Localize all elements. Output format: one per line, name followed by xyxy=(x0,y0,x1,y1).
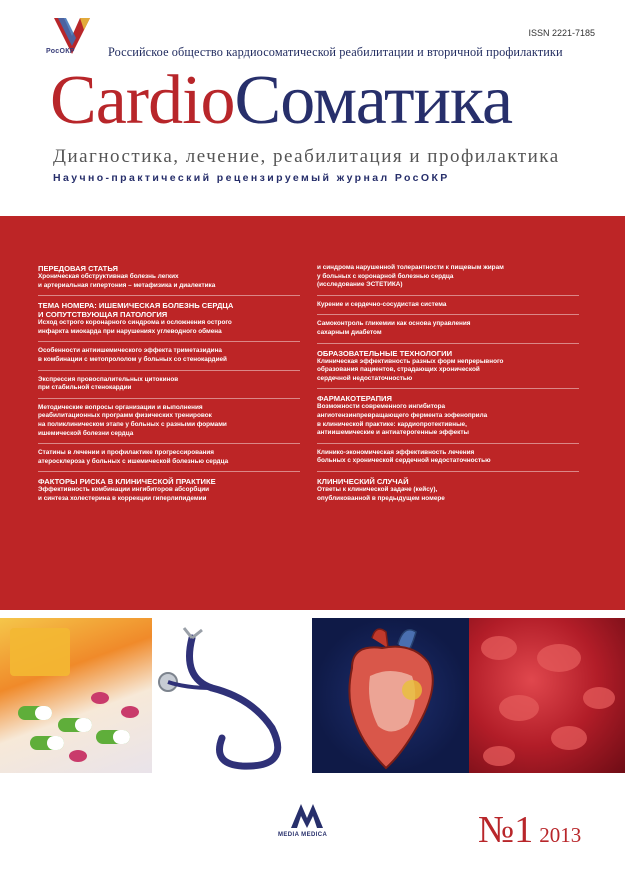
title-part-somatika: Соматика xyxy=(234,62,513,139)
publisher-name: MEDIA MEDICA xyxy=(278,832,328,838)
stethoscope-illustration xyxy=(152,618,310,773)
toc-article-title: Ответы к клинической задаче (кейсу), опубликованной в предыдущем номере xyxy=(317,485,445,502)
toc-article-title: Статины в лечении и профилактике прогрессирования атеросклероза у больных с ишемической болезнью сердца xyxy=(38,449,229,465)
toc-item xyxy=(38,301,300,342)
toc-article-title: Эффективность комбинации ингибиторов абсорбции и синтеза холестерина в коррекции гиперлипидемии xyxy=(38,486,210,502)
toc-item xyxy=(38,347,300,370)
media-medica-logo-icon xyxy=(287,800,327,830)
toc-article-title: Экспрессия провоспалительных цитокинов при стабильной стенокардии xyxy=(38,375,179,392)
stethoscope-photo xyxy=(152,618,310,773)
toc-item xyxy=(317,301,579,316)
toc-article-title: Методические вопросы организации и выполнения реабилитационных программ физических тренировок на поликлиническом этапе у больных с разными формами ишемической болезни сердца xyxy=(38,403,227,437)
toc-article-title: Исход острого коронарного синдрома и осложнения острого инфаркта миокарда при нарушениях углеводного обмена xyxy=(38,319,232,335)
toc-item xyxy=(38,264,300,296)
issn-label: ISSN 2221-7185 xyxy=(528,28,595,38)
toc-section-heading: ПЕРЕДОВАЯ СТАТЬЯ xyxy=(38,264,118,273)
toc-item xyxy=(317,449,579,472)
toc-article-title: Хроническая обструктивная болезнь легких и артериальная гипертония – метафизика и диалектика xyxy=(38,273,216,289)
toc-article-title: Возможности современного ингибитора ангиотензинпревращающего фермента зофеноприла в клинической практике: кардиопротективные, антиишемические и антиатерогенные эффекты xyxy=(317,403,488,437)
toc-article-title: Клиническая эффективность разных форм непрерывного образования пациентов, страдающих хронической сердечной недостаточностью xyxy=(317,357,504,382)
pills-illustration xyxy=(0,618,152,773)
contents-panel xyxy=(0,216,625,610)
society-name: Российское общество кардиосоматической реабилитации и вторичной профилактики xyxy=(108,45,563,59)
toc-item xyxy=(38,477,300,508)
issue-label xyxy=(478,808,581,852)
title-part-cardio: Cardio xyxy=(50,62,235,139)
heart-illustration-photo xyxy=(312,618,469,773)
toc-item xyxy=(38,404,300,444)
toc-section-heading: ФАКТОРЫ РИСКА В КЛИНИЧЕСКОЙ ПРАКТИКЕ xyxy=(38,477,216,487)
blood-cells-photo xyxy=(469,618,625,773)
logo-label: РосОКР xyxy=(46,48,75,55)
toc-section-heading: КЛИНИЧЕСКИЙ СЛУЧАЙ xyxy=(317,476,409,486)
toc-item xyxy=(317,394,579,443)
toc-item xyxy=(317,477,579,508)
contents-column-left xyxy=(38,264,300,514)
toc-item xyxy=(38,449,300,472)
toc-item xyxy=(38,376,300,399)
blood-cells-illustration xyxy=(469,618,625,773)
issue-number: №1 xyxy=(478,809,534,851)
contents-column-right xyxy=(317,264,579,513)
journal-subtitle: Диагностика, лечение, реабилитация и профилактика xyxy=(53,146,560,167)
toc-item xyxy=(317,320,579,343)
toc-section-heading: ОБРАЗОВАТЕЛЬНЫЕ ТЕХНОЛОГИИ xyxy=(317,348,453,358)
toc-item xyxy=(317,349,579,390)
toc-article-title: Курение и сердечно-сосудистая система xyxy=(317,300,447,308)
journal-description: Научно-практический рецензируемый журнал РосОКР xyxy=(53,172,450,184)
toc-section-heading: ФАРМАКОТЕРАПИЯ xyxy=(317,394,392,404)
rosokr-logo-icon xyxy=(50,14,94,66)
issue-year: 2013 xyxy=(539,823,582,847)
pills-photo xyxy=(0,618,152,773)
toc-section-heading: ТЕМА НОМЕРА: ИШЕМИЧЕСКАЯ БОЛЕЗНЬ СЕРДЦА И СОПУТСТВУЮЩАЯ ПАТОЛОГИЯ xyxy=(38,301,234,320)
toc-article-title: и синдрома нарушенной толерантности к пищевым жирам у больных с коронарной болезнью сердца (исследование ЭСТЕТИКА) xyxy=(317,264,504,289)
journal-title xyxy=(50,62,513,139)
heart-anatomy-illustration xyxy=(312,618,469,773)
toc-item xyxy=(317,264,579,296)
toc-article-title: Клинико-экономическая эффективность лечения больных с хронической сердечной недостаточностью xyxy=(317,448,491,465)
toc-article-title: Самоконтроль гликемии как основа управления сахарным диабетом xyxy=(317,320,471,336)
toc-article-title: Особенности антиишемического эффекта триметазидина в комбинации с метопрололом у больных со стенокардией xyxy=(38,347,227,363)
